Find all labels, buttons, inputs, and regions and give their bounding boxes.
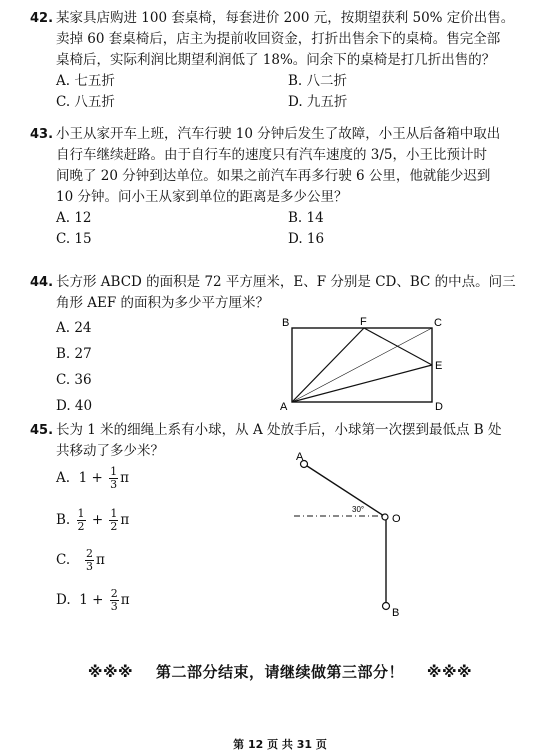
label-e: E <box>435 360 443 372</box>
label-b: B <box>392 607 400 619</box>
option-c: C. 15 <box>56 231 92 247</box>
label-d: D <box>435 401 443 413</box>
fraction: $\frac{2}{3}$ <box>110 587 118 613</box>
question-text-line: 小王从家开车上班，汽车行驶 10 分钟后发生了故障，小王从后备箱中取出 <box>56 126 501 142</box>
question-text-line: 长为 1 米的细绳上系有小球，从 A 处放手后，小球第一次摆到最低点 B 处 <box>56 422 502 438</box>
option-c: C. 八五折 <box>56 94 115 110</box>
pivot-o <box>382 514 388 520</box>
question-number: 42. <box>30 11 54 26</box>
option-d: D. 40 <box>56 398 93 414</box>
option-b: B. 14 <box>288 210 324 226</box>
fraction: $\frac{2}{3}$ <box>86 547 94 573</box>
option-d: D. 16 <box>288 231 325 247</box>
option-d: D. 九五折 <box>288 94 348 110</box>
option-d: D. 1 + $\frac{2}{3}$ π <box>56 587 130 613</box>
question-number: 44. <box>30 275 54 290</box>
label-b: B <box>282 317 290 329</box>
question-text-line: 10 分钟。问小王从家到单位的距离是多少公里？ <box>56 189 348 205</box>
question-text-line: 卖掉 60 套桌椅后，店主为提前收回资金，打折出售余下的桌椅。售完全部 <box>56 31 501 47</box>
angle-label: 30° <box>352 505 365 514</box>
fraction: $\frac{1}{3}$ <box>110 465 118 491</box>
question-text-line: 长方形 ABCD 的面积是 72 平方厘米，E、F 分别是 CD、BC 的中点。问三 <box>56 274 516 290</box>
question-44 <box>30 272 535 314</box>
question-text-line: 桌椅后，实际利润比期望利润低了 18%。问余下的桌椅是打几折出售的？ <box>56 52 496 68</box>
option-c: C. 36 <box>56 372 92 388</box>
diagonal-ac <box>292 328 432 402</box>
question-number: 45. <box>30 423 54 438</box>
question-43 <box>30 124 535 250</box>
label-c: C <box>434 317 442 329</box>
question-number: 43. <box>30 127 54 142</box>
option-a: A. 1 + $\frac{1}{3}$ π <box>56 465 130 491</box>
question-42 <box>30 8 535 113</box>
option-b: B. 27 <box>56 346 92 362</box>
section-end-note: ※※※ 第二部分结束，请继续做第三部分！ ※※※ <box>87 663 473 681</box>
question-text-line: 自行车继续赶路。由于自行车的速度只有汽车速度的 3/5，小王比预计时 <box>56 147 488 163</box>
option-b: B. $\frac{1}{2}$ + $\frac{1}{2}$ π <box>56 507 130 533</box>
question-45 <box>30 420 535 462</box>
segment-af <box>292 328 364 402</box>
page-number: 第 12 页 共 31 页 <box>233 738 327 751</box>
fraction: $\frac{1}{2}$ <box>110 507 118 533</box>
question-text-line: 角形 AEF 的面积为多少平方厘米？ <box>56 295 270 311</box>
label-f: F <box>360 316 367 328</box>
question-text-line: 间晚了 20 分钟到达单位。如果之前汽车再多行驶 6 公里，他就能少迟到 <box>56 168 491 184</box>
label-o: O <box>392 513 401 525</box>
option-b: B. 八二折 <box>288 73 348 89</box>
pendulum-figure <box>290 448 430 620</box>
option-a: A. 12 <box>56 210 92 226</box>
option-a: A. 七五折 <box>56 73 115 89</box>
label-a: A <box>280 401 288 413</box>
rectangle-figure <box>278 314 458 414</box>
string-oa <box>304 464 384 516</box>
question-text-line: 某家具店购进 100 套桌椅，每套进价 200 元，按期望获利 50% 定价出售。 <box>56 10 515 26</box>
option-a: A. 24 <box>56 320 92 336</box>
segment-ae <box>292 365 432 402</box>
label-a: A <box>296 451 304 463</box>
option-c: C. $\frac{2}{3}$ π <box>56 547 105 573</box>
fraction: $\frac{1}{2}$ <box>77 507 85 533</box>
question-text-line: 共移动了多少米？ <box>56 443 164 459</box>
ball-b <box>383 603 390 610</box>
